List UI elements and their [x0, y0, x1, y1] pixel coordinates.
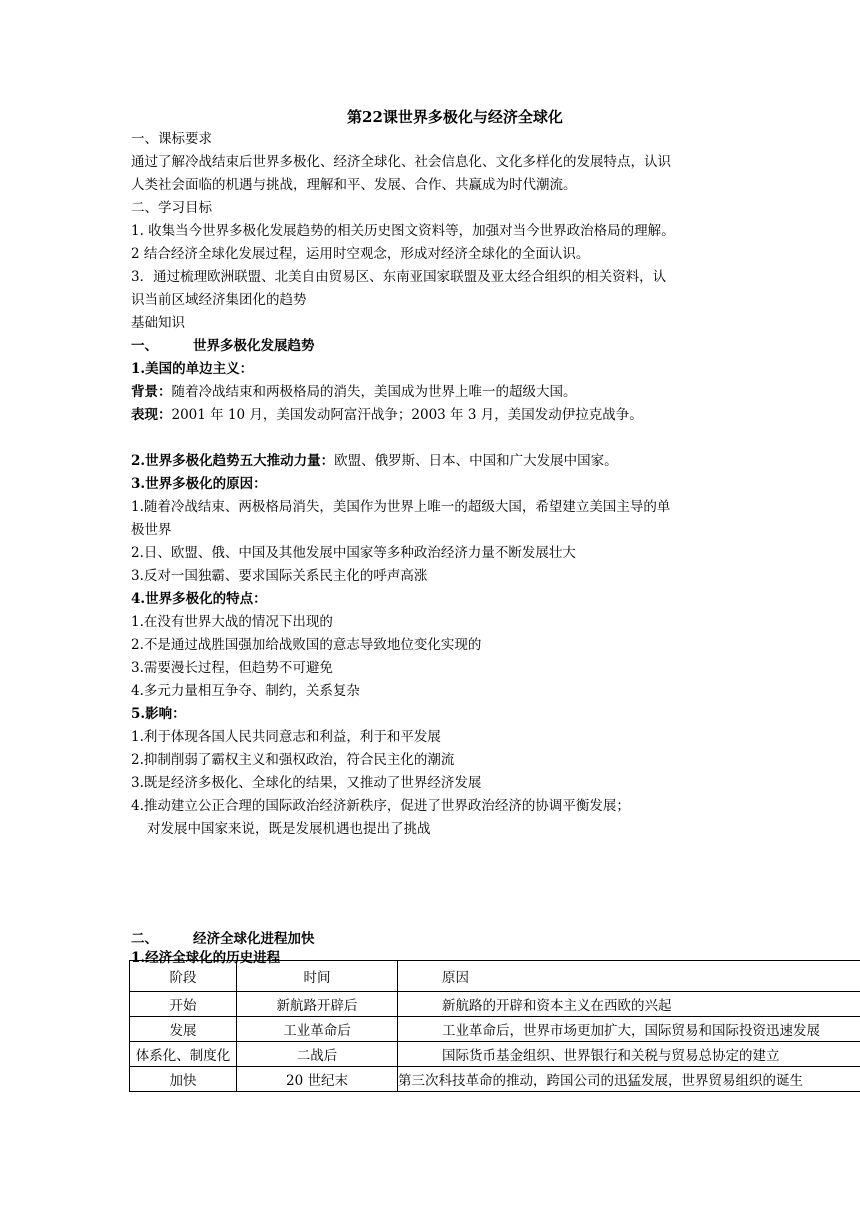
basic-knowledge-label: 基础知识: [131, 315, 185, 331]
list-item: 2.抑制削弱了霸权主义和强权政治，符合民主化的潮流: [131, 752, 455, 768]
subheading: 1.经济全球化的历史进程: [131, 950, 281, 966]
part-number: 二、: [131, 931, 158, 947]
subheading: 5.影响：: [131, 706, 186, 722]
standards-text-line: 通过了解冷战结束后世界多极化、经济全球化、社会信息化、文化多样化的发展特点，认识: [131, 154, 671, 170]
table-cell: 国际货币基金组织、世界银行和关税与贸易总协定的建立: [398, 1042, 860, 1067]
table-header-cell: 时间: [237, 961, 398, 992]
table-cell: 第三次科技革命的推动，跨国公司的迅猛发展，世界贸易组织的诞生: [398, 1067, 860, 1092]
table-cell: 工业革命后: [237, 1017, 398, 1042]
list-item: 3.既是经济多极化、全球化的结果，又推动了世界经济发展: [131, 775, 482, 791]
table-cell: 20 世纪末: [237, 1067, 398, 1092]
inline-text: 2001 年 10 月，美国发动阿富汗战争；2003 年 3 月，美国发动伊拉克战争。: [171, 407, 643, 423]
table-header-row: [130, 961, 860, 992]
list-item: 4.多元力量相互争夺、制约，关系复杂: [131, 683, 360, 699]
subheading: 4.世界多极化的特点：: [131, 591, 267, 607]
list-item: 1.随着冷战结束、两极格局消失，美国作为世界上唯一的超级大国，希望建立美国主导的单: [131, 499, 671, 515]
list-item: 1.在没有世界大战的情况下出现的: [131, 614, 333, 630]
manifestation-line: [131, 405, 643, 425]
goal-item: 2 结合经济全球化发展过程，运用时空观念，形成对经济全球化的全面认识。: [131, 246, 590, 262]
table-row: [130, 1042, 860, 1067]
list-item: 4.推动建立公正合理的国际政治经济新秩序，促进了世界政治经济的协调平衡发展；: [131, 798, 630, 814]
part-title: 经济全球化进程加快: [193, 931, 315, 947]
list-item-cont: 对发展中国家来说，既是发展机遇也提出了挑战: [147, 821, 431, 837]
table-cell: 开始: [130, 992, 237, 1017]
page-title: 第22课世界多极化与经济全球化: [347, 108, 563, 126]
table-row: [130, 992, 860, 1017]
list-item: 2.不是通过战胜国强加给战败国的意志导致地位变化实现的: [131, 637, 482, 653]
table-cell: 发展: [130, 1017, 237, 1042]
table-cell: 加快: [130, 1067, 237, 1092]
part-heading-multipolarity: [131, 336, 315, 356]
table-row: [130, 1067, 860, 1092]
list-item: 2.日、欧盟、俄、中国及其他发展中国家等多种政治经济力量不断发展壮大: [131, 545, 576, 561]
inline-label: 背景：: [131, 384, 172, 400]
table-header-cell: 阶段: [130, 961, 237, 992]
inline-text: 随着冷战结束和两极格局的消失，美国成为世界上唯一的超级大国。: [171, 384, 577, 400]
table-header-cell: 原因: [398, 961, 860, 992]
goal-item: 1. 收集当今世界多极化发展趋势的相关历史图文资料等，加强对当今世界政治格局的理解。: [131, 223, 675, 239]
table-cell: 新航路开辟后: [237, 992, 398, 1017]
goal-item-cont: 识当前区域经济集团化的趋势: [131, 292, 307, 308]
list-item-cont: 极世界: [131, 522, 172, 538]
standards-text-line: 人类社会面临的机遇与挑战，理解和平、发展、合作、共赢成为时代潮流。: [131, 177, 577, 193]
background-line: [131, 382, 577, 402]
inline-label: 表现：: [131, 407, 172, 423]
section-heading-goals: 二、学习目标: [131, 200, 212, 216]
list-item: 3.需要漫长过程，但趋势不可避免: [131, 660, 333, 676]
list-item: 1.利于体现各国人民共同意志和利益，利于和平发展: [131, 729, 441, 745]
table-cell: 工业革命后，世界市场更加扩大，国际贸易和国际投资迅速发展: [398, 1017, 860, 1042]
part-heading-globalization: [131, 929, 315, 949]
part-title: 世界多极化发展趋势: [193, 338, 315, 354]
subheading: 3.世界多极化的原因：: [131, 476, 267, 492]
inline-label: 2.世界多极化趋势五大推动力量：: [131, 453, 335, 469]
table-cell: 体系化、制度化: [130, 1042, 237, 1067]
inline-text: 欧盟、俄罗斯、日本、中国和广大发展中国家。: [334, 453, 618, 469]
table-cell: 新航路的开辟和资本主义在西欧的兴起: [398, 992, 860, 1017]
subheading: 1.美国的单边主义：: [131, 361, 254, 377]
section-heading-standards: 一、课标要求: [131, 131, 212, 147]
table-cell: 二战后: [237, 1042, 398, 1067]
part-number: 一、: [131, 338, 158, 354]
table-row: [130, 1017, 860, 1042]
list-item: 3.反对一国独霸、要求国际关系民主化的呼声高涨: [131, 568, 428, 584]
forces-line: [131, 451, 618, 471]
goal-item: 3．通过梳理欧洲联盟、北美自由贸易区、东南亚国家联盟及亚太经合组织的相关资料，认: [131, 269, 667, 285]
history-table: [129, 960, 860, 1092]
